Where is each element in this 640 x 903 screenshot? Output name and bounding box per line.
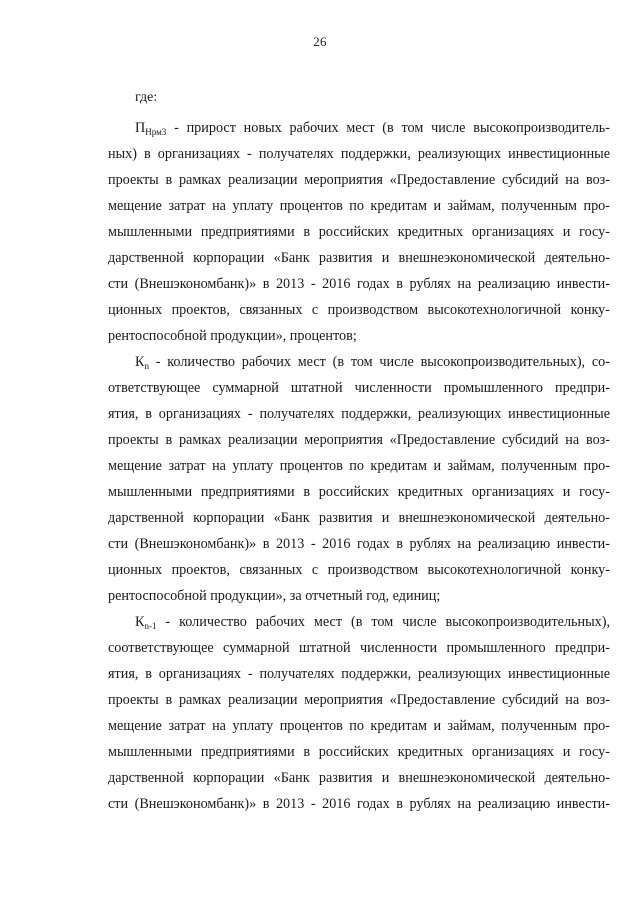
variable-symbol: П [135, 120, 146, 136]
text-line: сти (Внешэкономбанк)» в 2013 - 2016 годах в рублях на реализацию инвести- [108, 536, 610, 552]
text-line [135, 352, 610, 372]
line-text: - прирост новых рабочих мест (в том числе высокопроизводитель- [166, 120, 610, 136]
text-line: дарственной корпорации «Банк развития и внешнеэкономической деятельно- [108, 250, 610, 266]
text-line: мышленными предприятиями в российских кредитных организациях и госу- [108, 224, 610, 240]
variable-subscript: n [144, 361, 149, 371]
text-line: дарственной корпорации «Банк развития и внешнеэкономической деятельно- [108, 770, 610, 786]
line-text: - количество рабочих мест (в том числе высокопроизводительных), [156, 614, 610, 630]
variable-symbol: К [135, 614, 145, 630]
text-line: проекты в рамках реализации мероприятия «Предоставление субсидий на воз- [108, 692, 610, 708]
text-line: рентоспособной продукции», процентов; [108, 328, 357, 344]
text-line [135, 612, 610, 632]
variable-subscript: Нрм3 [145, 127, 167, 137]
text-line [135, 118, 610, 138]
text-line: ответствующее суммарной штатной численности промышленного предпри- [108, 380, 610, 396]
where-label: где: [135, 90, 158, 105]
text-line: рентоспособной продукции», за отчетный год, единиц; [108, 588, 441, 604]
text-line: проекты в рамках реализации мероприятия «Предоставление субсидий на воз- [108, 432, 610, 448]
text-line: мещение затрат на уплату процентов по кредитам и займам, полученным про- [108, 198, 610, 214]
text-line: ных) в организациях - получателях поддержки, реализующих инвестиционные [108, 146, 610, 162]
text-line: соответствующее суммарной штатной численности промышленного предпри- [108, 640, 610, 656]
text-line: мещение затрат на уплату процентов по кредитам и займам, полученным про- [108, 718, 610, 734]
text-line: ятия, в организациях - получателях поддержки, реализующих инвестиционные [108, 666, 610, 682]
variable-symbol: К [135, 354, 145, 370]
text-line: дарственной корпорации «Банк развития и внешнеэкономической деятельно- [108, 510, 610, 526]
text-line: проекты в рамках реализации мероприятия «Предоставление субсидий на воз- [108, 172, 610, 188]
line-text: - количество рабочих мест (в том числе высокопроизводительных), со- [148, 354, 610, 370]
text-line: мышленными предприятиями в российских кредитных организациях и госу- [108, 744, 610, 760]
text-line: ятия, в организациях - получателях поддержки, реализующих инвестиционные [108, 406, 610, 422]
text-line: мышленными предприятиями в российских кредитных организациях и госу- [108, 484, 610, 500]
text-line: ционных проектов, связанных с производством высокотехнологичной конку- [108, 562, 610, 578]
text-line: ционных проектов, связанных с производством высокотехнологичной конку- [108, 302, 610, 318]
page-number: 26 [313, 34, 327, 49]
text-line: сти (Внешэкономбанк)» в 2013 - 2016 годах в рублях на реализацию инвести- [108, 276, 610, 292]
text-line: мещение затрат на уплату процентов по кредитам и займам, полученным про- [108, 458, 610, 474]
text-line: сти (Внешэкономбанк)» в 2013 - 2016 годах в рублях на реализацию инвести- [108, 796, 610, 812]
variable-subscript: n-1 [144, 621, 157, 631]
